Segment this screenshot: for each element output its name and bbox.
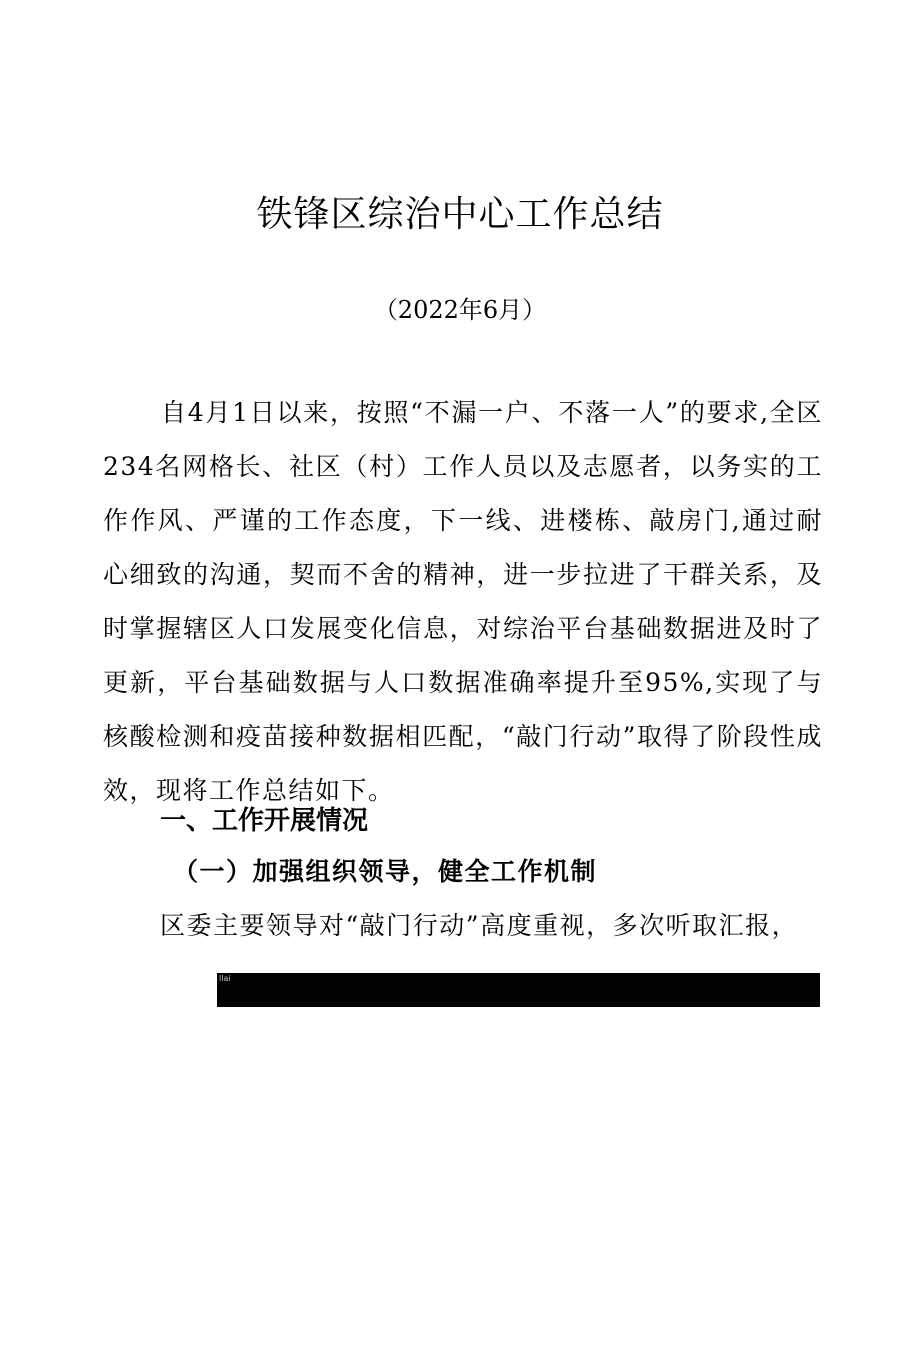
document-date: （2022年6月） — [373, 296, 547, 324]
subsection-heading-organization: （一）加强组织领导，健全工作机制 — [173, 857, 598, 886]
subsection-paragraph: 区委主要领导对“敲门行动”高度重视，多次听取汇报， — [160, 911, 799, 940]
redaction-bar — [217, 973, 820, 1007]
intro-paragraph: 自4月1日以来，按照“不漏一户、不落一人”的要求,全区234名网格长、社区（村）工作人员以及志愿者，以务实的工作作风、严谨的工作态度，下一线、进楼栋、敲房门,通过耐心细致的沟通，契而不舍的精神，进一步拉进了干群关系，及时掌握辖区人口发展变化信息，对综治平台基础数据进及时了更新，平台基础数据与人口数据准确率提升至95%,实现了与核酸检测和疫苗接种数据相匹配，“敲门行动”取得了阶段性成效，现将工作总结如下。 — [103, 398, 823, 805]
document-title: 铁锋区综治中心工作总结 — [256, 194, 664, 235]
redaction-bar-label: llai — [219, 974, 231, 983]
section-heading-work-progress: 一、工作开展情况 — [160, 806, 369, 836]
